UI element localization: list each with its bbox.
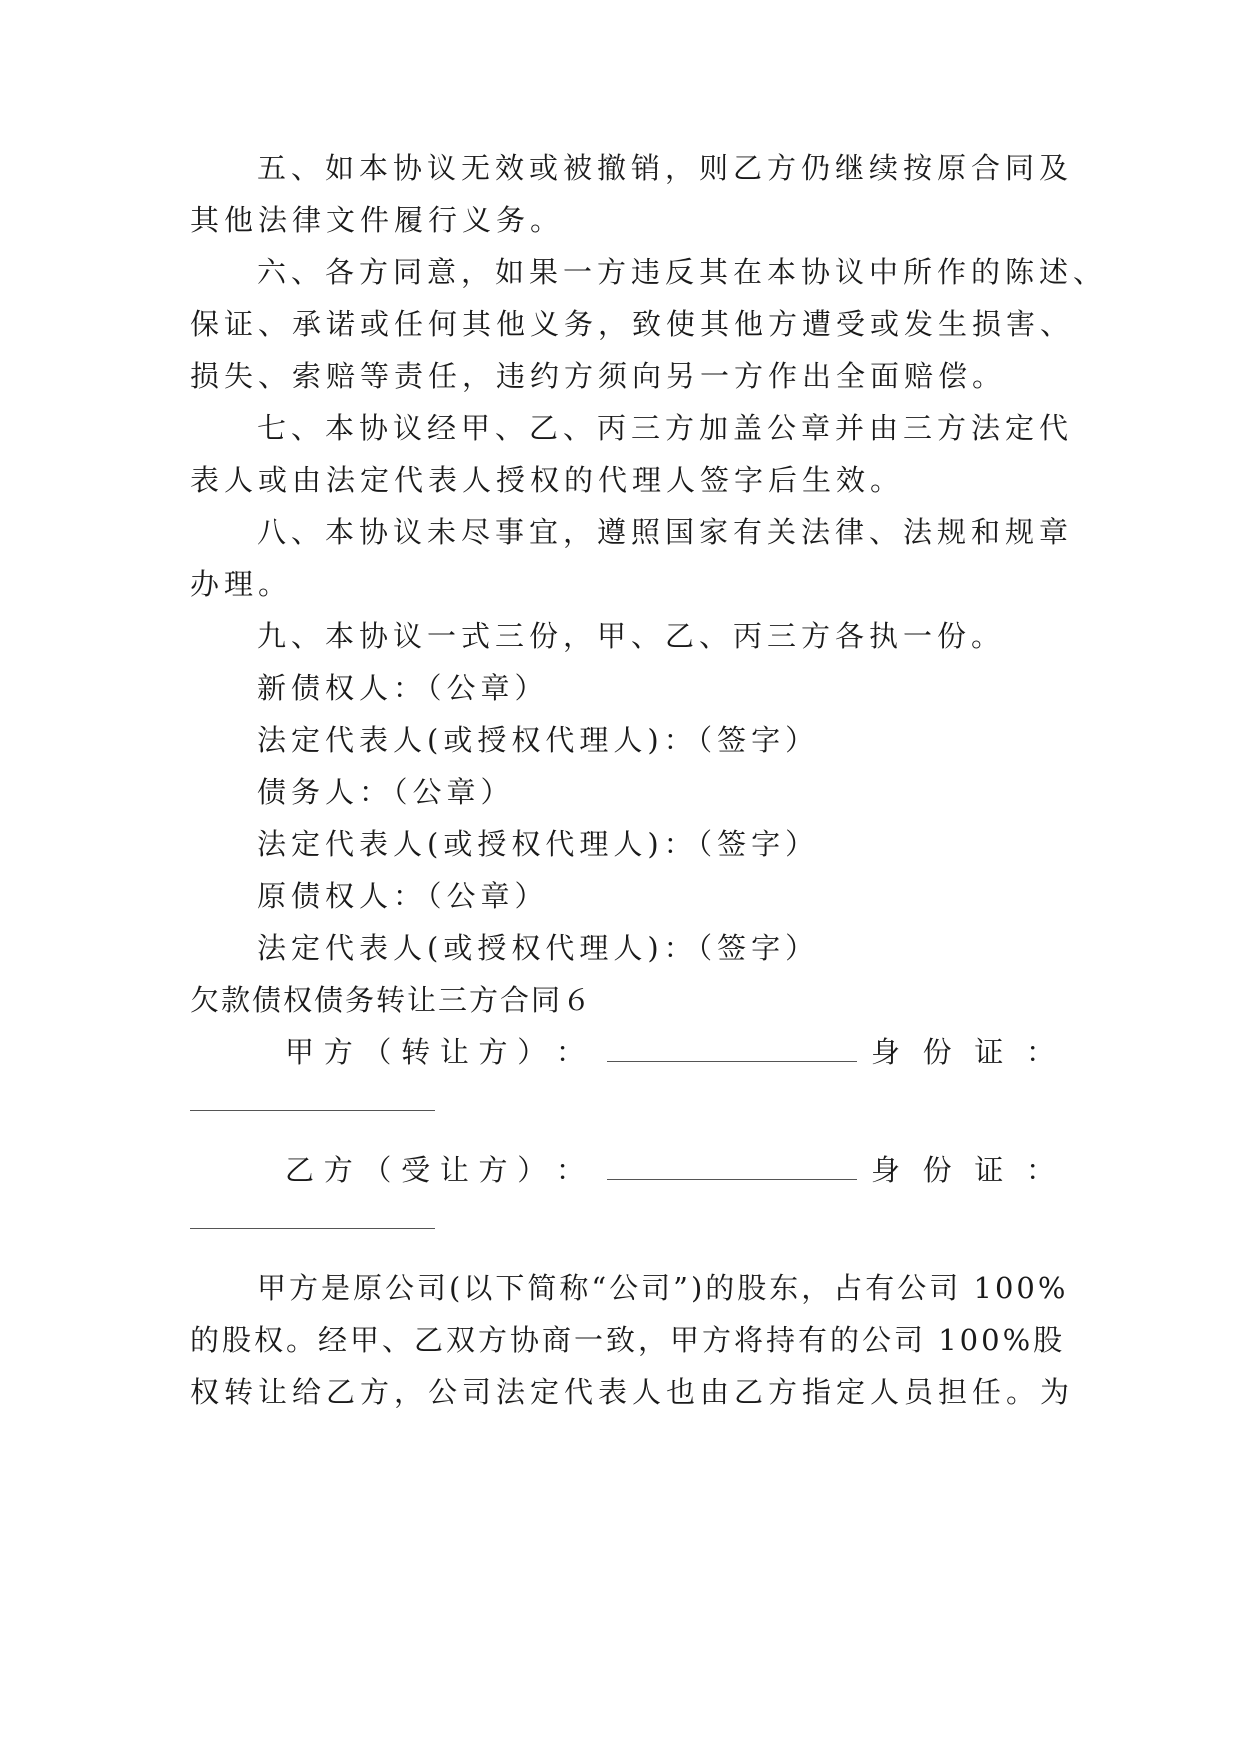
party-b-char: ） [517,1153,547,1187]
clause-5-line-2: 其他法律文件履行义务。 [190,203,565,237]
party-b-char: 受 [401,1153,431,1187]
party-a-char: ） [517,1035,547,1069]
signature-new-creditor: 新债权人：（公章） [257,671,549,705]
party-a-id-char: 份 [922,1035,952,1069]
clause-7-line-1: 七、本协议经甲、乙、丙三方加盖公章并由三方法定代 [257,411,1074,445]
party-a-row [285,1032,1055,1072]
party-b-id-label [871,1150,1055,1190]
clause-6-line-2: 保证、承诺或任何其他义务，致使其他方遭受或发生损害、 [190,307,1075,341]
clause-6-line-3: 损失、索赔等责任，违约方须向另一方作出全面赔偿。 [190,359,1007,393]
party-b-char: 让 [439,1153,469,1187]
party-a-char: 甲 [285,1035,315,1069]
party-a-id-blank[interactable] [190,1110,435,1111]
clause-8-line-2: 办理。 [190,567,293,601]
party-b-id-char: 身 [871,1153,901,1187]
party-a-char: 转 [401,1035,431,1069]
party-b-label [285,1150,585,1190]
signature-representative-1: 法定代表人(或授权代理人)：（签字） [257,723,820,757]
signature-representative-3: 法定代表人(或授权代理人)：（签字） [257,931,820,965]
intro-line-2: 的股权。经甲、乙双方协商一致，甲方将持有的公司 100%股 [190,1323,1066,1357]
party-a-label [285,1032,585,1072]
signature-debtor: 债务人：（公章） [257,775,515,809]
party-b-id-blank[interactable] [190,1228,435,1229]
party-a-id-char: ： [1025,1035,1055,1069]
party-b-char: ： [555,1153,585,1187]
party-b-char: 方 [478,1153,508,1187]
intro-line-3: 权转让给乙方，公司法定代表人也由乙方指定人员担任。为 [190,1375,1075,1409]
party-b-char: （ [362,1153,392,1187]
clause-8-line-1: 八、本协议未尽事宜，遵照国家有关法律、法规和规章 [257,515,1074,549]
party-a-char: 方 [323,1035,353,1069]
party-a-id-char: 证 [974,1035,1004,1069]
party-b-row [285,1150,1055,1190]
party-a-id-char: 身 [871,1035,901,1069]
clause-6-line-1: 六、各方同意，如果一方违反其在本协议中所作的陈述、 [257,255,1108,289]
party-b-char: 方 [323,1153,353,1187]
party-a-char: 让 [439,1035,469,1069]
contract-title: 欠款债权债务转让三方合同６ [190,983,594,1017]
clause-7-line-2: 表人或由法定代表人授权的代理人签字后生效。 [190,463,905,497]
party-b-char: 乙 [285,1153,315,1187]
party-a-char: ： [555,1035,585,1069]
party-a-char: 方 [478,1035,508,1069]
signature-representative-2: 法定代表人(或授权代理人)：（签字） [257,827,820,861]
clause-9: 九、本协议一式三份，甲、乙、丙三方各执一份。 [257,619,1006,653]
signature-original-creditor: 原债权人：（公章） [257,879,549,913]
party-b-id-char: 证 [974,1153,1004,1187]
party-a-id-label [871,1032,1055,1072]
party-b-name-blank[interactable] [607,1151,857,1180]
intro-line-1: 甲方是原公司(以下简称“公司”)的股东，占有公司 100% [257,1271,1069,1305]
party-a-char: （ [362,1035,392,1069]
party-b-id-char: 份 [922,1153,952,1187]
party-b-id-char: ： [1025,1153,1055,1187]
clause-5-line-1: 五、如本协议无效或被撤销，则乙方仍继续按原合同及 [257,151,1074,185]
party-a-name-blank[interactable] [607,1033,857,1062]
